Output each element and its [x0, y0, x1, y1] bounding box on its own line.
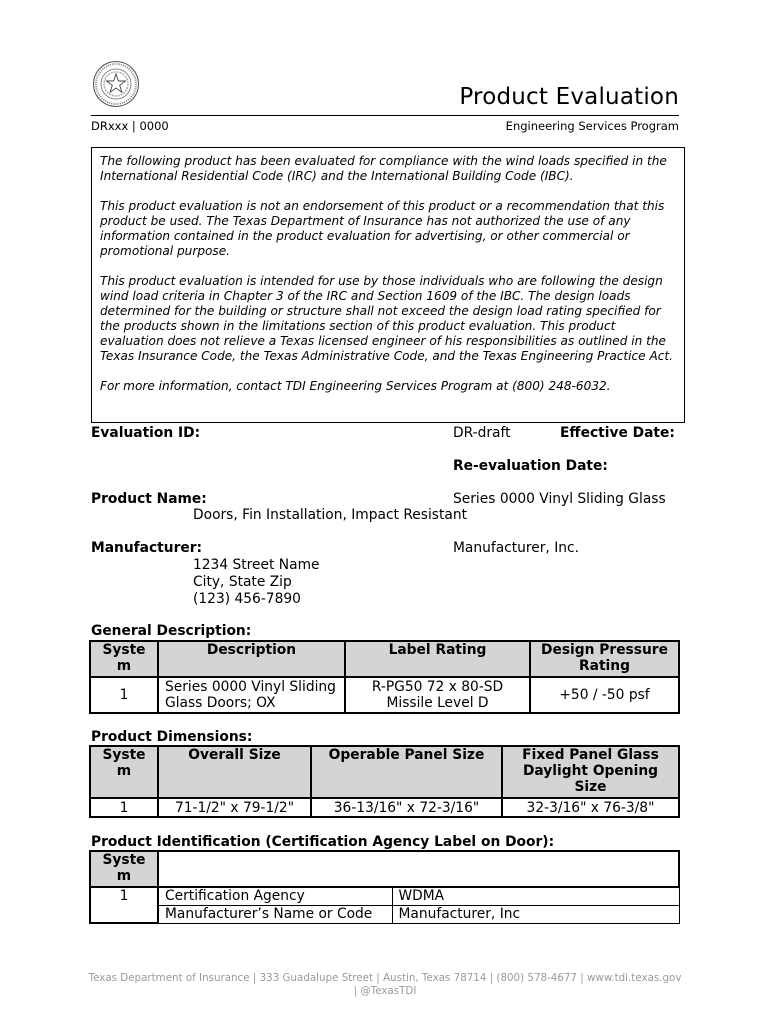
product-name-label: Product Name:: [91, 491, 207, 507]
product-dimensions-table: [89, 745, 680, 818]
cell-system: 1: [90, 887, 158, 923]
footer-line-1: Texas Department of Insurance | 333 Guadalupe Street | Austin, Texas 78714 | (800) 578-4677 | www.tdi.texas.gov: [88, 972, 682, 984]
cell-identification-label: Certification Agency: [158, 887, 392, 905]
cell-operable-panel-size: 36-13/16" x 72-3/16": [311, 798, 502, 817]
cell-label-rating: R-PG50 72 x 80-SD Missile Level D: [345, 677, 530, 713]
cell-identification-value: WDMA: [392, 887, 679, 905]
column-header-system: Syste m: [90, 746, 158, 798]
texas-state-seal-icon: [92, 60, 140, 108]
product-name-line-2: Doors, Fin Installation, Impact Resistant: [193, 507, 468, 523]
evaluation-id-label: Evaluation ID:: [91, 425, 201, 441]
table-row: [90, 677, 679, 713]
page-title: Product Evaluation: [459, 84, 679, 110]
manufacturer-address-line-1: 1234 Street Name: [193, 557, 320, 573]
general-description-table: [89, 640, 680, 714]
page-footer: [85, 972, 685, 998]
cell-system: 1: [90, 677, 158, 713]
document-id: DRxxx | 0000: [91, 119, 169, 133]
manufacturer-phone: (123) 456-7890: [193, 591, 301, 607]
reevaluation-date-label: Re-evaluation Date:: [453, 458, 608, 474]
cell-identification-label: Manufacturer’s Name or Code: [158, 905, 392, 923]
product-dimensions-title: Product Dimensions:: [91, 729, 253, 745]
cell-description: Series 0000 Vinyl Sliding Glass Doors; OX: [158, 677, 345, 713]
manufacturer-address-line-2: City, State Zip: [193, 574, 292, 590]
disclaimer-paragraph-1: The following product has been evaluated for compliance with the wind loads specified in the International Residential Code (IRC) and the International Building Code (IBC).: [100, 154, 667, 183]
cell-identification-value: Manufacturer, Inc: [392, 905, 679, 923]
cell-overall-size: 71-1/2" x 79-1/2": [158, 798, 311, 817]
column-header-system: Syste m: [90, 851, 158, 887]
product-name-line-1: Series 0000 Vinyl Sliding Glass: [453, 491, 666, 507]
column-header-fixed-panel-size: Fixed Panel Glass Daylight Opening Size: [502, 746, 679, 798]
manufacturer-name: Manufacturer, Inc.: [453, 540, 579, 556]
general-description-title: General Description:: [91, 623, 252, 639]
cell-system: 1: [90, 798, 158, 817]
footer-line-2: | @TexasTDI: [353, 985, 417, 997]
program-name: Engineering Services Program: [505, 119, 679, 133]
column-header-description: Description: [158, 641, 345, 677]
product-identification-table: [89, 850, 680, 924]
evaluation-id-value: DR-draft: [453, 425, 511, 441]
disclaimer-paragraph-3: This product evaluation is intended for use by those individuals who are following the design wind load criteria in Chapter 3 of the IRC and Section 1609 of the IBC. The design loads determined for the building or structure shall not exceed the design load rating specified for the products shown in the limitations section of this product evaluation. This product evaluation does not relieve a Texas licensed engineer of his responsibilities as outlined in the Texas Insurance Code, the Texas Administrative Code, and the Texas Engineering Practice Act.: [100, 274, 673, 363]
column-header-overall-size: Overall Size: [158, 746, 311, 798]
cell-fixed-panel-size: 32-3/16" x 76-3/8": [502, 798, 679, 817]
column-header-operable-panel-size: Operable Panel Size: [311, 746, 502, 798]
table-row: [90, 905, 679, 923]
product-identification-title: Product Identification (Certification Agency Label on Door):: [91, 834, 555, 850]
effective-date-label: Effective Date:: [560, 425, 675, 441]
cell-design-pressure: +50 / -50 psf: [530, 677, 679, 713]
disclaimer-contact: For more information, contact TDI Engineering Services Program at (800) 248-6032.: [100, 379, 611, 393]
header-divider: [91, 115, 679, 116]
manufacturer-label: Manufacturer:: [91, 540, 203, 556]
disclaimer-box: [91, 147, 685, 423]
disclaimer-paragraph-2: This product evaluation is not an endorsement of this product or a recommendation that this product be used. The Texas Department of Insurance has not authorized the use of any information contained in the product evaluation for advertising, or other commercial or promotional purpose.: [100, 199, 665, 258]
table-row: [90, 887, 679, 905]
column-header-label-rating: Label Rating: [345, 641, 530, 677]
table-row: [90, 798, 679, 817]
column-header-design-pressure: Design Pressure Rating: [530, 641, 679, 677]
identification-header-blank: [158, 851, 679, 887]
column-header-system: Syste m: [90, 641, 158, 677]
